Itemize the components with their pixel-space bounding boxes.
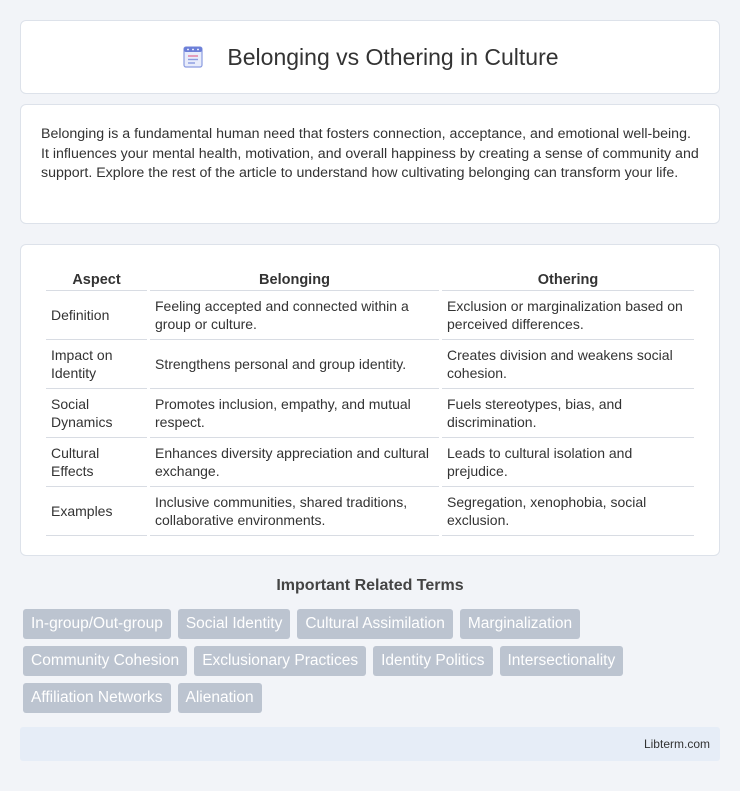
table-row	[46, 487, 694, 536]
table-cell-belonging: Feeling accepted and connected within a group or culture.	[150, 291, 439, 340]
tag-identity-politics[interactable]: Identity Politics	[373, 646, 492, 676]
table-cell-belonging: Inclusive communities, shared traditions, collaborative environments.	[150, 487, 439, 536]
table-row	[46, 389, 694, 438]
comparison-table-card	[20, 244, 720, 556]
table-cell-othering: Segregation, xenophobia, social exclusion.	[442, 487, 694, 536]
page-title: Belonging vs Othering in Culture	[227, 43, 559, 70]
tag-marginalization[interactable]: Marginalization	[460, 609, 580, 639]
table-cell-belonging: Enhances diversity appreciation and cultural exchange.	[150, 438, 439, 487]
document-icon	[181, 45, 205, 69]
header-belonging: Belonging	[150, 265, 439, 291]
table-cell-aspect: Impact on Identity	[46, 340, 147, 389]
table-cell-aspect: Definition	[46, 291, 147, 340]
related-terms-tags	[23, 609, 723, 713]
table-cell-aspect: Cultural Effects	[46, 438, 147, 487]
table-cell-othering: Exclusion or marginalization based on perceived differences.	[442, 291, 694, 340]
tag-in-group-out-group[interactable]: In-group/Out-group	[23, 609, 171, 639]
tag-affiliation-networks[interactable]: Affiliation Networks	[23, 683, 171, 713]
title-wrap	[181, 44, 558, 71]
header-aspect: Aspect	[46, 265, 147, 291]
tag-exclusionary-practices[interactable]: Exclusionary Practices	[194, 646, 366, 676]
tag-community-cohesion[interactable]: Community Cohesion	[23, 646, 187, 676]
table-cell-belonging: Promotes inclusion, empathy, and mutual respect.	[150, 389, 439, 438]
table-cell-belonging: Strengthens personal and group identity.	[150, 340, 439, 389]
table-cell-othering: Fuels stereotypes, bias, and discrimination.	[442, 389, 694, 438]
table-cell-aspect: Social Dynamics	[46, 389, 147, 438]
header-othering: Othering	[442, 265, 694, 291]
footer	[20, 727, 720, 761]
header-card	[20, 20, 720, 94]
table-row	[46, 438, 694, 487]
footer-site-link[interactable]: Libterm.com	[643, 737, 710, 751]
tag-alienation[interactable]: Alienation	[178, 683, 262, 713]
table-cell-aspect: Examples	[46, 487, 147, 536]
tag-social-identity[interactable]: Social Identity	[178, 609, 291, 639]
table-row	[46, 340, 694, 389]
table-cell-othering: Creates division and weakens social cohesion.	[442, 340, 694, 389]
table-cell-othering: Leads to cultural isolation and prejudice.	[442, 438, 694, 487]
tag-cultural-assimilation[interactable]: Cultural Assimilation	[297, 609, 453, 639]
comparison-table	[43, 265, 697, 536]
related-terms-title: Important Related Terms	[276, 577, 464, 594]
table-header-row	[46, 265, 694, 291]
table-row	[46, 291, 694, 340]
intro-card	[20, 104, 720, 224]
intro-paragraph: Belonging is a fundamental human need that fosters connection, acceptance, and emotional well-being. It influences your mental health, motivation, and overall happiness by creating a sense of community and support. Explore the rest of the article to understand how cultivating belonging can transform your life.	[41, 126, 699, 181]
tag-intersectionality[interactable]: Intersectionality	[500, 646, 624, 676]
